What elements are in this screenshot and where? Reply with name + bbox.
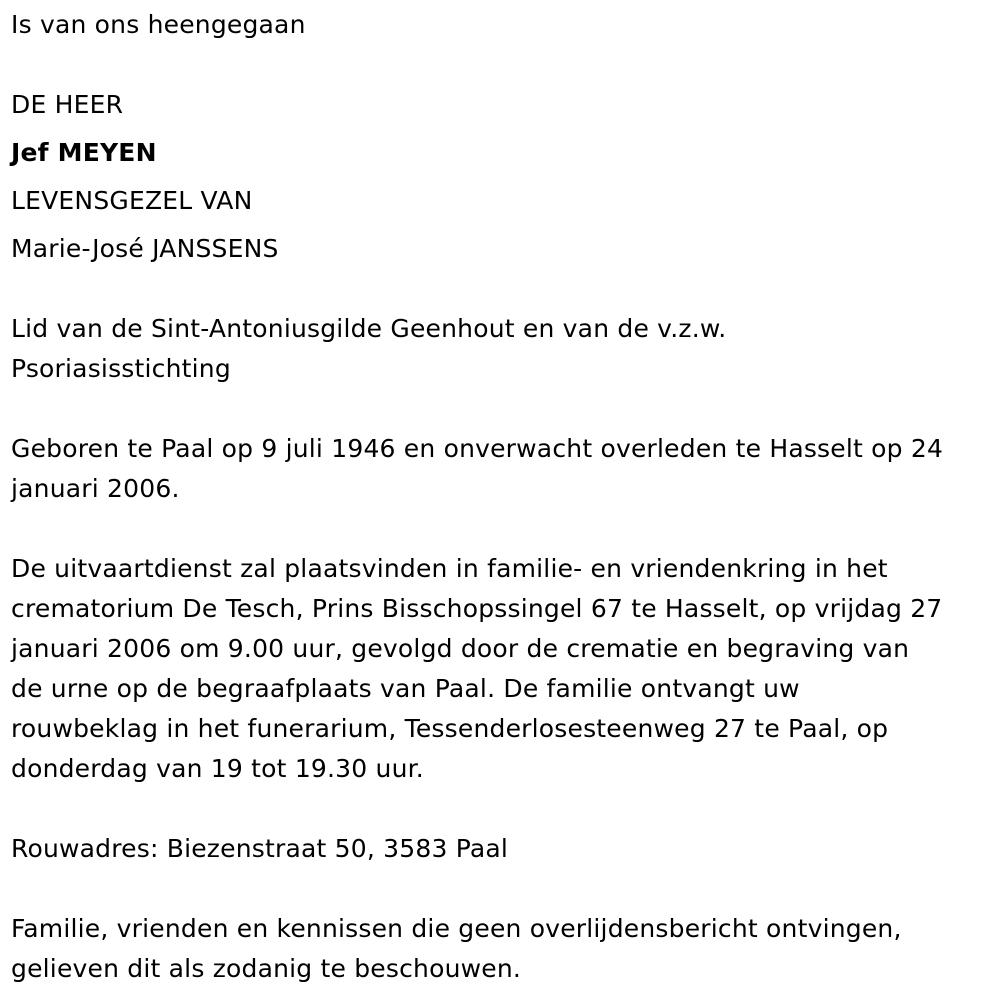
mourning-address: Rouwadres: Biezenstraat 50, 3583 Paal [11,834,509,863]
membership-line: Psoriasisstichting [11,354,231,383]
deceased-name: Jef MEYEN [11,138,157,167]
birth-death-line: Geboren te Paal op 9 juli 1946 en onverwacht overleden te Hasselt op 24 [11,434,944,463]
birth-death-line: januari 2006. [11,474,180,503]
membership-line: Lid van de Sint-Antoniusgilde Geenhout en van de v.z.w. [11,314,727,343]
funeral-line: donderdag van 19 tot 19.30 uur. [11,754,424,783]
honorific: DE HEER [11,90,124,119]
funeral-line: rouwbeklag in het funerarium, Tessenderlosesteenweg 27 te Paal, op [11,714,889,743]
funeral-line: de urne op de begraafplaats van Paal. De familie ontvangt uw [11,674,800,703]
funeral-line: De uitvaartdienst zal plaatsvinden in familie- en vriendenkring in het [11,554,888,583]
closing-line: gelieven dit als zodanig te beschouwen. [11,954,522,983]
closing-line: Familie, vrienden en kennissen die geen overlijdensbericht ontvingen, [11,914,902,943]
funeral-line: januari 2006 om 9.00 uur, gevolgd door de crematie en begraving van [11,634,910,663]
partner-name: Marie-José JANSSENS [11,234,279,263]
funeral-line: crematorium De Tesch, Prins Bisschopssingel 67 te Hasselt, op vrijdag 27 [11,594,943,623]
relation-label: LEVENSGEZEL VAN [11,186,253,215]
intro-text: Is van ons heengegaan [11,10,306,39]
